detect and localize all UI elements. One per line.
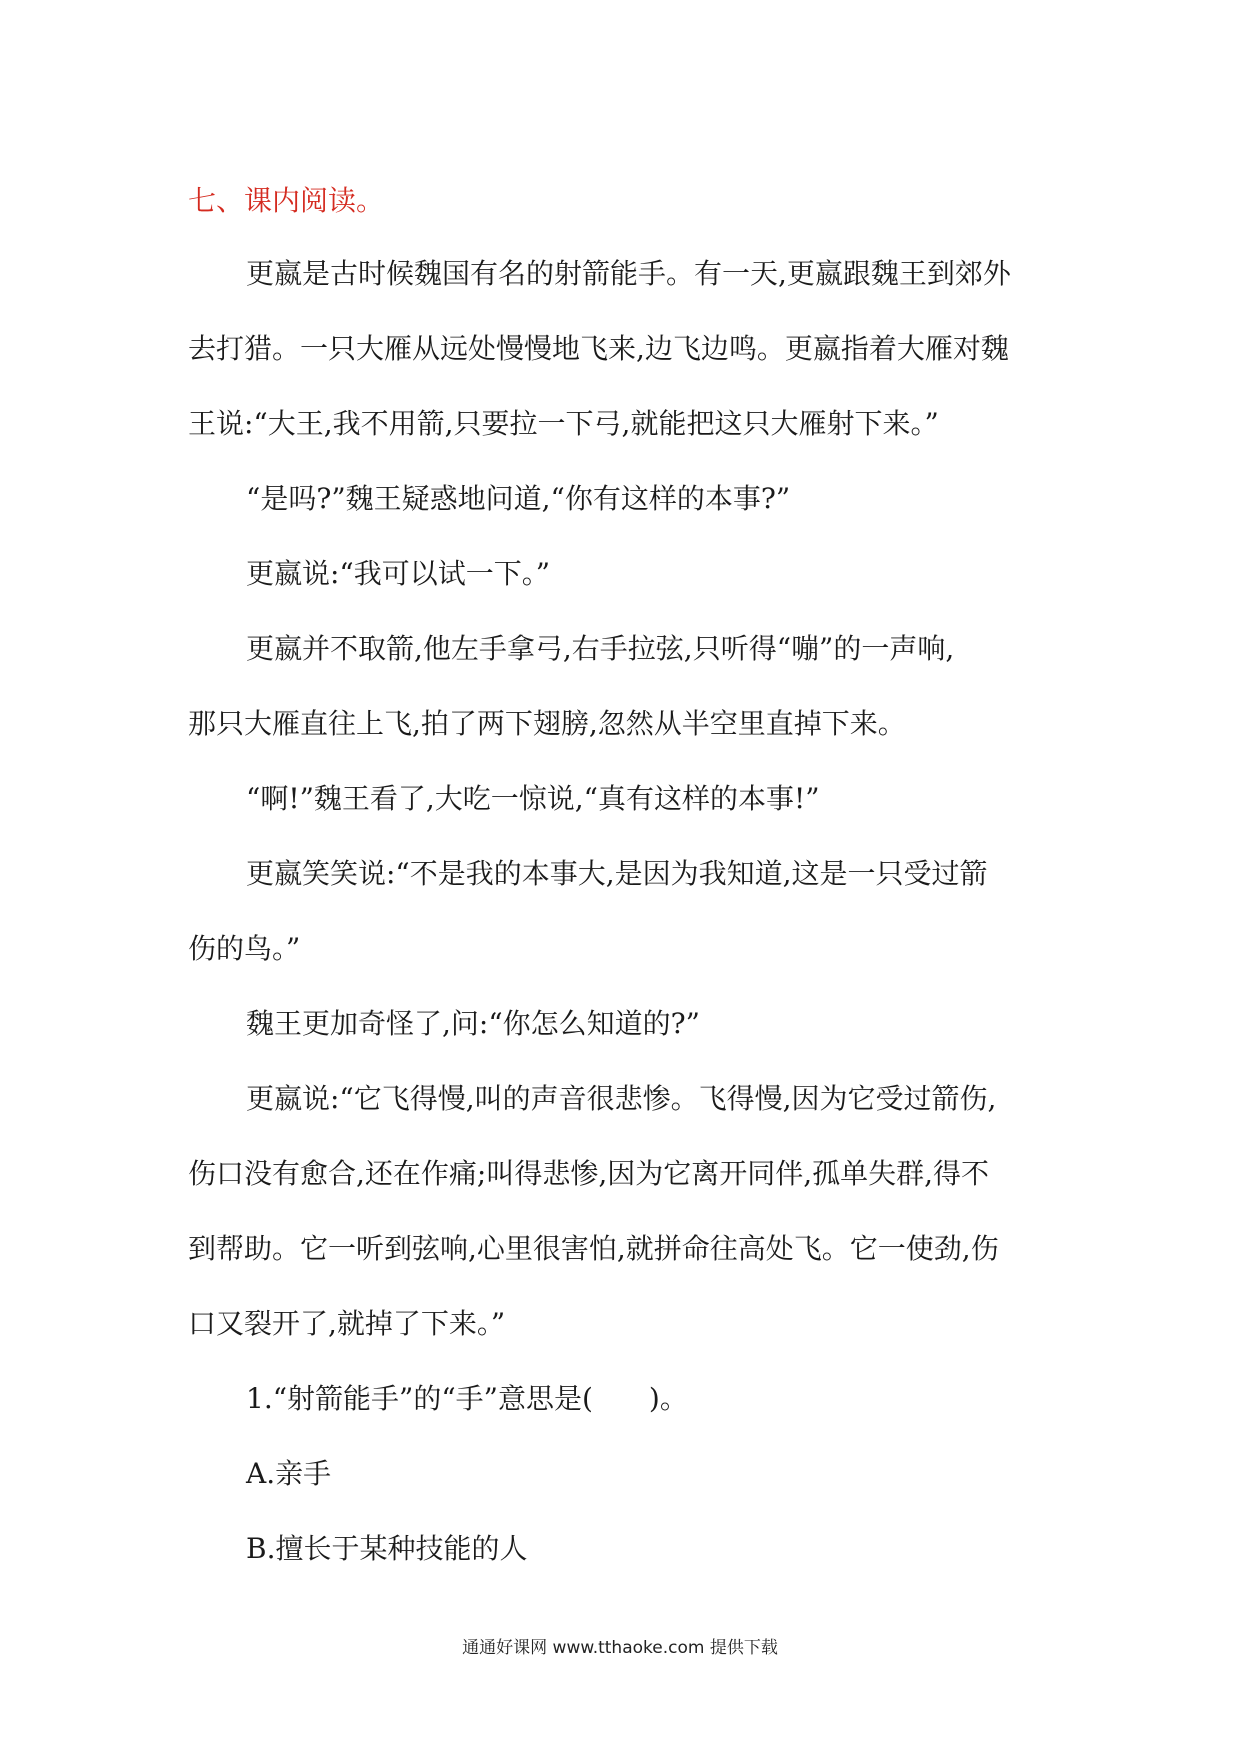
passage-line: 王说:“大王,我不用箭,只要拉一下弓,就能把这只大雁射下来。” xyxy=(188,407,939,440)
passage-line: 伤的鸟。” xyxy=(188,932,301,965)
option-b: B.擅长于某种技能的人 xyxy=(246,1532,528,1565)
passage-line: 去打猎。一只大雁从远处慢慢地飞来,边飞边鸣。更嬴指着大雁对魏 xyxy=(188,332,1009,365)
passage-line: 更嬴说:“我可以试一下。” xyxy=(246,557,551,590)
passage-line: “啊!”魏王看了,大吃一惊说,“真有这样的本事!” xyxy=(246,782,820,815)
passage-line: “是吗?”魏王疑惑地问道,“你有这样的本事?” xyxy=(246,482,791,515)
passage-line: 那只大雁直往上飞,拍了两下翅膀,忽然从半空里直掉下来。 xyxy=(188,707,906,740)
question-text: 1.“射箭能手”的“手”意思是( )。 xyxy=(246,1382,688,1415)
passage-line: 更嬴并不取箭,他左手拿弓,右手拉弦,只听得“嘣”的一声响, xyxy=(246,632,955,665)
passage-line: 更嬴笑笑说:“不是我的本事大,是因为我知道,这是一只受过箭 xyxy=(246,857,988,890)
passage-line: 到帮助。它一听到弦响,心里很害怕,就拼命往高处飞。它一使劲,伤 xyxy=(188,1232,999,1265)
option-a: A.亲手 xyxy=(246,1457,332,1490)
passage-line: 口又裂开了,就掉了下来。” xyxy=(188,1307,506,1340)
section-heading: 七、课内阅读。 xyxy=(188,184,385,217)
passage-line: 魏王更加奇怪了,问:“你怎么知道的?” xyxy=(246,1007,700,1040)
passage-line: 更嬴说:“它飞得慢,叫的声音很悲惨。飞得慢,因为它受过箭伤, xyxy=(246,1082,997,1115)
passage-line: 伤口没有愈合,还在作痛;叫得悲惨,因为它离开同伴,孤单失群,得不 xyxy=(188,1157,990,1190)
passage-line: 更嬴是古时候魏国有名的射箭能手。有一天,更嬴跟魏王到郊外 xyxy=(246,257,1011,290)
page-footer: 通通好课网 www.tthaoke.com 提供下载 xyxy=(462,1638,778,1658)
